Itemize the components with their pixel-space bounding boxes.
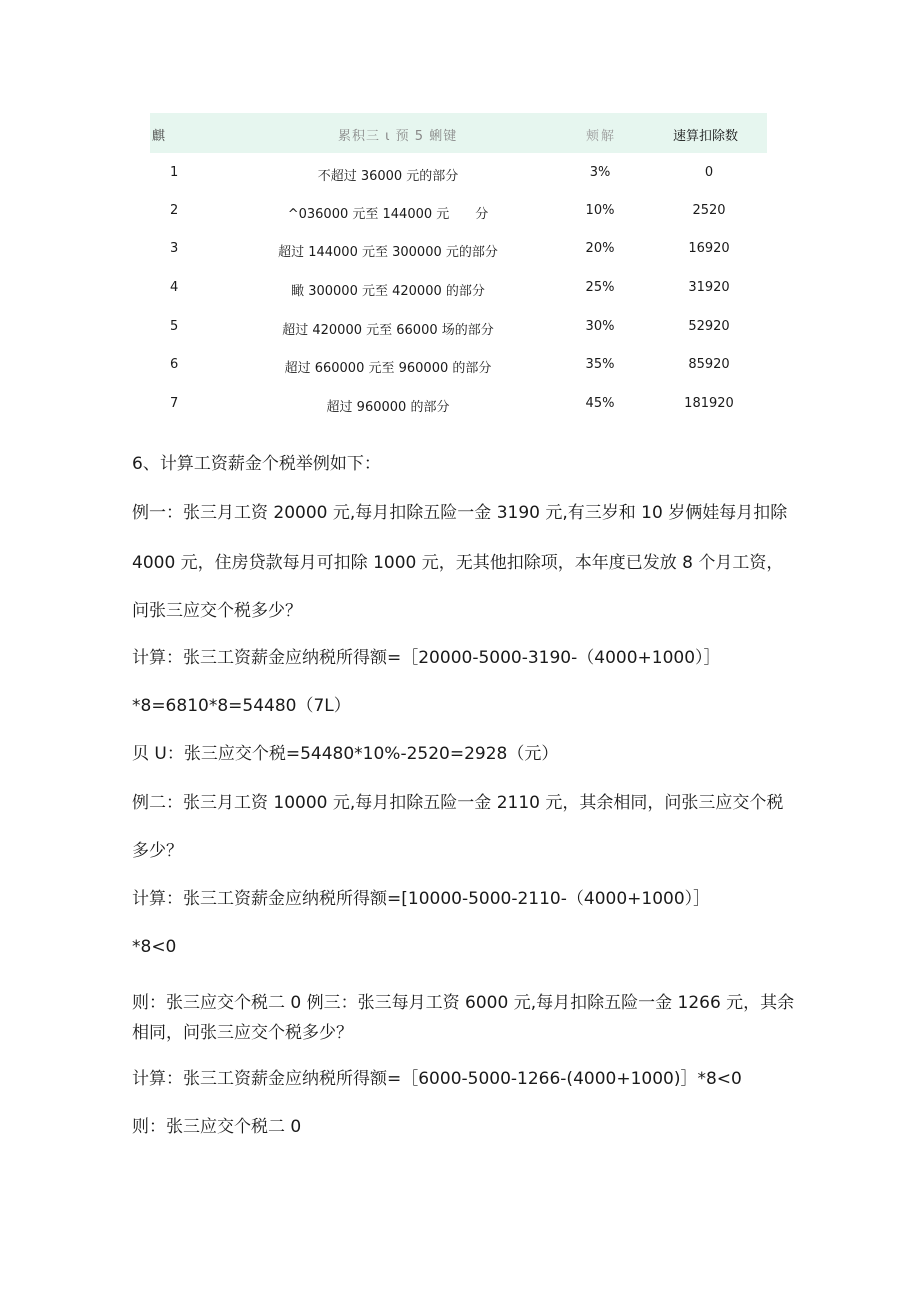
example2-calc-line1: 计算：张三工资薪金应纳税所得额=[10000-5000-2110-（4000+1000）］ bbox=[132, 889, 711, 909]
table-header bbox=[150, 113, 767, 153]
example3-line2: 相同，问张三应交个税多少？ bbox=[132, 1023, 353, 1043]
cell-rate: 30% bbox=[585, 319, 615, 334]
table-row bbox=[150, 319, 767, 339]
cell-range: 瞰 300000 元至 420000 的部分 bbox=[291, 284, 485, 299]
cell-range: 不超过 36000 元的部分 bbox=[317, 169, 459, 184]
cell-quick-deduction: 0 bbox=[704, 165, 714, 180]
cell-level: 6 bbox=[170, 357, 179, 372]
table-row bbox=[150, 357, 767, 377]
cell-level: 7 bbox=[170, 396, 179, 411]
cell-quick-deduction: 52920 bbox=[688, 319, 730, 334]
cell-level: 5 bbox=[170, 319, 179, 334]
example3-calc: 计算：张三工资薪金应纳税所得额=［6000-5000-1266-(4000+1000)］*8<0 bbox=[132, 1069, 742, 1089]
cell-level: 1 bbox=[170, 165, 179, 180]
section-heading: 6、计算工资薪金个税举例如下： bbox=[132, 454, 381, 474]
cell-range: ^036000 元至 144000 元 分 bbox=[287, 207, 489, 222]
cell-rate: 35% bbox=[585, 357, 615, 372]
example3-result: 则：张三应交个税二 0 bbox=[132, 1117, 302, 1137]
cell-quick-deduction: 2520 bbox=[692, 203, 726, 218]
cell-range: 超过 660000 元至 960000 的部分 bbox=[284, 361, 492, 376]
example2-line1: 例二：张三月工资 10000 元,每月扣除五险一金 2110 元，其余相同，问张三应交个税 bbox=[132, 793, 784, 813]
example2-calc-line2: *8<0 bbox=[132, 937, 177, 957]
table-row bbox=[150, 396, 767, 416]
cell-rate: 10% bbox=[585, 203, 615, 218]
cell-quick-deduction: 85920 bbox=[688, 357, 730, 372]
cell-level: 2 bbox=[170, 203, 179, 218]
table-row bbox=[150, 241, 767, 261]
cell-rate: 20% bbox=[585, 241, 615, 256]
cell-quick-deduction: 181920 bbox=[684, 396, 734, 411]
cell-quick-deduction: 31920 bbox=[688, 280, 730, 295]
example3-line1: 则：张三应交个税二 0 例三：张三每月工资 6000 元,每月扣除五险一金 1266 元，其余 bbox=[132, 993, 795, 1013]
example2-line2: 多少？ bbox=[132, 841, 183, 861]
tax-rate-table bbox=[150, 113, 767, 415]
header-quick-deduction: 速算扣除数 bbox=[673, 129, 739, 144]
cell-rate: 3% bbox=[589, 165, 611, 180]
example1-line2: 4000 元，住房贷款每月可扣除 1000 元，无其他扣除项，本年度已发放 8 个月工资， bbox=[132, 553, 784, 573]
table-row bbox=[150, 165, 767, 185]
header-rate: 颊解 bbox=[586, 129, 617, 144]
example1-line1: 例一：张三月工资 20000 元,每月扣除五险一金 3190 元,有三岁和 10 岁俩娃每月扣除 bbox=[132, 503, 788, 523]
cell-quick-deduction: 16920 bbox=[688, 241, 730, 256]
cell-level: 3 bbox=[170, 241, 179, 256]
example1-line3: 问张三应交个税多少？ bbox=[132, 601, 302, 621]
cell-range: 超过 960000 的部分 bbox=[326, 400, 450, 415]
header-level: 麒 bbox=[152, 129, 166, 144]
cell-range: 超过 420000 元至 66000 场的部分 bbox=[282, 323, 494, 338]
table-row bbox=[150, 203, 767, 223]
header-range: 累积三 ι 预 5 蜊键 bbox=[338, 129, 458, 144]
cell-level: 4 bbox=[170, 280, 179, 295]
example1-calc-line2: *8=6810*8=54480（7L） bbox=[132, 696, 351, 716]
cell-rate: 45% bbox=[585, 396, 615, 411]
example1-result: 贝 U：张三应交个税=54480*10%-2520=2928（元） bbox=[132, 744, 559, 764]
cell-range: 超过 144000 元至 300000 元的部分 bbox=[278, 245, 498, 260]
cell-rate: 25% bbox=[585, 280, 615, 295]
table-row bbox=[150, 280, 767, 300]
example1-calc-line1: 计算：张三工资薪金应纳税所得额=［20000-5000-3190-（4000+1000）］ bbox=[132, 648, 721, 668]
